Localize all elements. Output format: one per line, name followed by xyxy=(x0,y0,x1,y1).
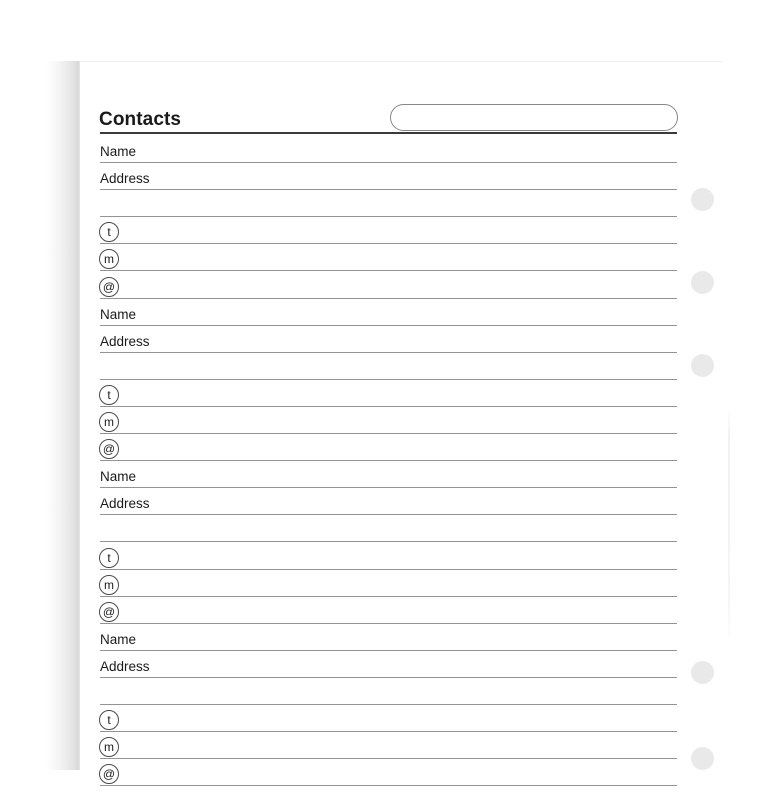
mobile-write-line[interactable] xyxy=(100,270,677,271)
mobile-write-line[interactable] xyxy=(100,758,677,759)
punch-hole xyxy=(691,271,714,294)
address-write-line[interactable] xyxy=(100,189,677,190)
name-write-line[interactable] xyxy=(100,162,677,163)
name-label: Name xyxy=(100,307,137,322)
name-label: Name xyxy=(100,632,137,647)
blank-write-line[interactable] xyxy=(100,379,677,380)
punch-hole xyxy=(691,747,714,770)
address-write-line[interactable] xyxy=(100,352,677,353)
phone-write-line[interactable] xyxy=(100,406,677,407)
name-label: Name xyxy=(100,144,137,159)
email-write-line[interactable] xyxy=(100,623,677,624)
mobile-icon: m xyxy=(99,412,119,432)
mobile-icon: m xyxy=(99,249,119,269)
address-label: Address xyxy=(100,659,150,674)
phone-icon: t xyxy=(99,222,119,242)
name-label: Name xyxy=(100,469,137,484)
index-letter-box[interactable] xyxy=(390,104,678,131)
blank-write-line[interactable] xyxy=(100,541,677,542)
email-icon: @ xyxy=(99,764,119,784)
address-write-line[interactable] xyxy=(100,677,677,678)
address-label: Address xyxy=(100,334,150,349)
punch-hole xyxy=(691,354,714,377)
punch-hole xyxy=(691,188,714,211)
address-label: Address xyxy=(100,171,150,186)
phone-write-line[interactable] xyxy=(100,243,677,244)
email-icon: @ xyxy=(99,439,119,459)
mobile-write-line[interactable] xyxy=(100,433,677,434)
address-label: Address xyxy=(100,496,150,511)
address-write-line[interactable] xyxy=(100,514,677,515)
page-top-edge xyxy=(46,61,722,62)
email-icon: @ xyxy=(99,277,119,297)
adjacent-page-edge xyxy=(728,412,730,645)
name-write-line[interactable] xyxy=(100,487,677,488)
email-write-line[interactable] xyxy=(100,298,677,299)
mobile-icon: m xyxy=(99,737,119,757)
blank-write-line[interactable] xyxy=(100,704,677,705)
page-left-edge-shadow xyxy=(46,61,80,770)
email-write-line[interactable] xyxy=(100,785,677,786)
name-write-line[interactable] xyxy=(100,650,677,651)
mobile-write-line[interactable] xyxy=(100,596,677,597)
page-title: Contacts xyxy=(99,109,182,130)
name-write-line[interactable] xyxy=(100,325,677,326)
phone-icon: t xyxy=(99,548,119,568)
phone-write-line[interactable] xyxy=(100,569,677,570)
mobile-icon: m xyxy=(99,575,119,595)
email-write-line[interactable] xyxy=(100,460,677,461)
title-rule xyxy=(100,132,677,134)
phone-icon: t xyxy=(99,710,119,730)
punch-hole xyxy=(691,661,714,684)
phone-icon: t xyxy=(99,385,119,405)
blank-write-line[interactable] xyxy=(100,216,677,217)
email-icon: @ xyxy=(99,602,119,622)
phone-write-line[interactable] xyxy=(100,731,677,732)
